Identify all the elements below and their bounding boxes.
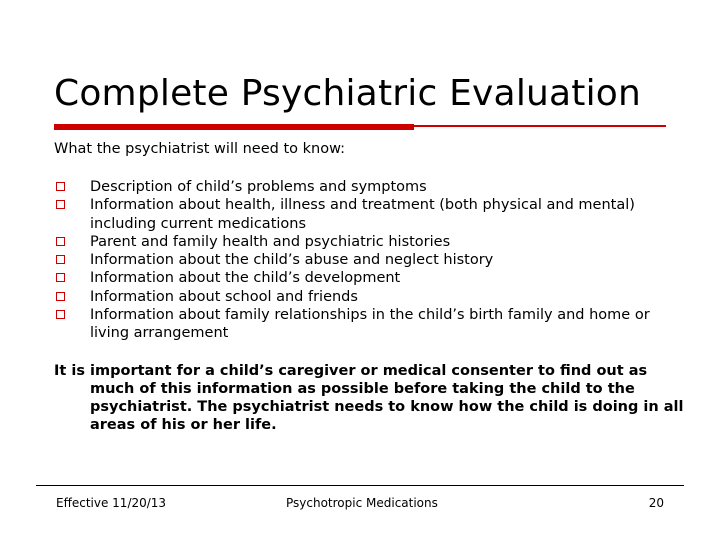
hollow-square-bullet-icon: [56, 200, 65, 209]
hollow-square-bullet-icon: [56, 310, 65, 319]
hollow-square-bullet-icon: [56, 273, 65, 282]
bullet-list: [54, 178, 674, 343]
bullet-item: [54, 288, 674, 306]
bullet-text: Information about health, illness and treatment (both physical and mental) including current medications: [90, 197, 635, 232]
bullet-text: Information about family relationships in the child’s birth family and home or living arrangement: [90, 307, 650, 342]
footer-effective-date: Effective 11/20/13: [56, 496, 167, 510]
bullet-text: Information about school and friends: [90, 288, 358, 305]
bullet-item: [54, 251, 674, 269]
bullet-item: [54, 269, 674, 287]
bullet-text: Information about the child’s development: [90, 270, 401, 287]
footer-divider: [36, 485, 684, 486]
hollow-square-bullet-icon: [56, 255, 65, 264]
intro-text: What the psychiatrist will need to know:: [54, 141, 346, 157]
important-note: It is important for a child’s caregiver or medical consenter to find out as much of this information as possible before taking the child to the psychiatrist. The psychiatrist needs to know how the child is doing in all areas of his or her life.: [54, 363, 684, 433]
bullet-text: Information about the child’s abuse and neglect history: [90, 252, 494, 269]
bullet-item: [54, 178, 674, 196]
bullet-item: [54, 233, 674, 251]
hollow-square-bullet-icon: [56, 292, 65, 301]
hollow-square-bullet-icon: [56, 237, 65, 246]
title-underline-accent: [54, 124, 414, 130]
bullet-text: Description of child’s problems and symptoms: [90, 179, 427, 195]
bullet-item: [54, 306, 674, 343]
page-number: 20: [648, 496, 664, 510]
bullet-item: [54, 196, 674, 233]
slide-title: Complete Psychiatric Evaluation: [54, 73, 642, 114]
footer-title: Psychotropic Medications: [286, 496, 438, 510]
bullet-text: Parent and family health and psychiatric histories: [90, 233, 451, 250]
hollow-square-bullet-icon: [56, 182, 65, 191]
